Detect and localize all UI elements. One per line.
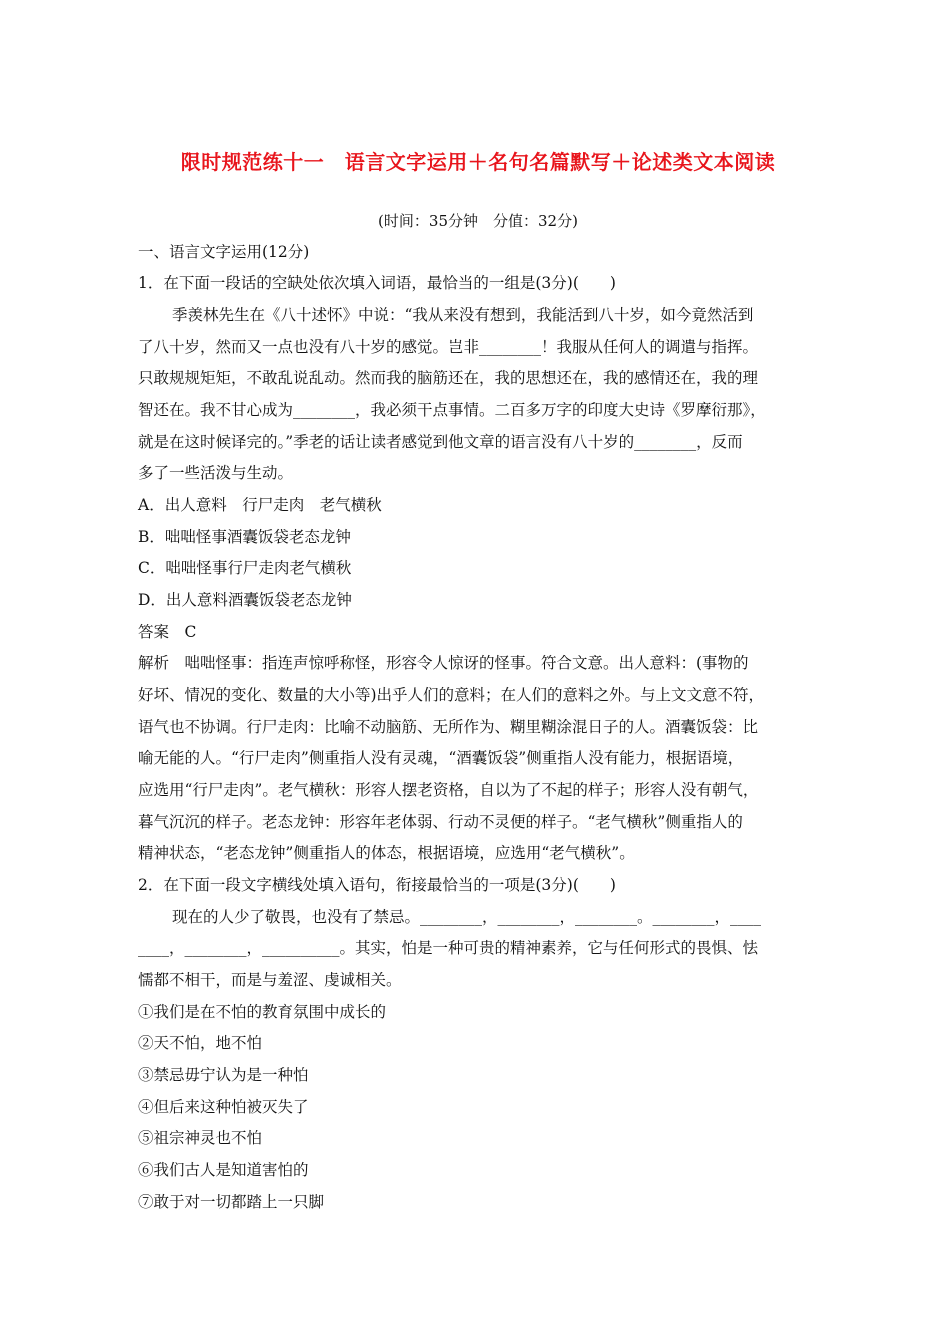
q1-option-c: C．咄咄怪事行尸走肉老气横秋: [138, 559, 352, 577]
q1-option-a: A．出人意料 行尸走肉 老气横秋: [138, 496, 382, 514]
q1-analysis-line: 应选用“行尸走肉”。老气横秋：形容人摆老资格，自以为了不起的样子；形容人没有朝气，: [138, 781, 759, 799]
q2-passage-line: 现在的人少了敬畏，也没有了禁忌。________，________，________。________，____: [172, 908, 762, 926]
q1-analysis-line: 暮气沉沉的样子。老态龙钟：形容年老体弱、行动不灵便的样子。“老气横秋”侧重指人的: [138, 813, 743, 831]
q2-item-3: ③禁忌毋宁认为是一种怕: [138, 1066, 309, 1084]
q1-analysis-line: 喻无能的人。“行尸走肉”侧重指人没有灵魂，“酒囊饭袋”侧重指人没有能力，根据语境，: [138, 749, 744, 767]
q1-passage-line: 智还在。我不甘心成为________，我必须干点事情。二百多万字的印度大史诗《罗摩衍那》，: [138, 401, 766, 419]
q1-analysis-line: 语气也不协调。行尸走肉：比喻不动脑筋、无所作为、糊里糊涂混日子的人。酒囊饭袋：比: [138, 718, 759, 736]
q1-option-b: B．咄咄怪事酒囊饭袋老态龙钟: [138, 528, 351, 546]
q1-analysis-line: 解析 咄咄怪事：指连声惊呼称怪，形容令人惊讶的怪事。符合文意。出人意料：(事物的: [138, 654, 749, 672]
q2-item-6: ⑥我们古人是知道害怕的: [138, 1161, 309, 1179]
q1-passage-line: 季羡林先生在《八十述怀》中说：“我从来没有想到，我能活到八十岁，如今竟然活到: [172, 306, 754, 324]
q1-analysis-line: 好坏、情况的变化、数量的大小等)出乎人们的意料；在人们的意料之外。与上文文意不符，: [138, 686, 765, 704]
q2-item-1: ①我们是在不怕的教育氛围中成长的: [138, 1003, 387, 1021]
q2-item-7: ⑦敢于对一切都踏上一只脚: [138, 1193, 325, 1211]
doc-title: 限时规范练十一 语言文字运用＋名句名篇默写＋论述类文本阅读: [180, 150, 776, 174]
q1-passage-line: 了八十岁，然而又一点也没有八十岁的感觉。岂非________！我服从任何人的调遣与指挥。: [138, 338, 759, 356]
q1-answer: 答案 C: [138, 623, 197, 641]
q2-item-2: ②天不怕，地不怕: [138, 1034, 263, 1052]
q1-analysis-line: 精神状态，“老态龙钟”侧重指人的体态，根据语境，应选用“老气横秋”。: [138, 844, 635, 862]
q2-item-4: ④但后来这种怕被灭失了: [138, 1098, 309, 1116]
q2-passage-line: 懦都不相干，而是与羞涩、虔诚相关。: [138, 971, 402, 989]
q1-passage-line: 只敢规规矩矩，不敢乱说乱动。然而我的脑筋还在，我的思想还在，我的感情还在，我的理: [138, 369, 759, 387]
q1-option-d: D．出人意料酒囊饭袋老态龙钟: [138, 591, 352, 609]
time-score-info: (时间：35分钟 分值：32分): [378, 212, 578, 230]
q2-passage-line: ____，________，__________。其实，怕是一种可贵的精神素养，它与任何形式的畏惧、怯: [138, 939, 759, 957]
q1-passage-line: 就是在这时候译完的。”季老的话让读者感觉到他文章的语言没有八十岁的________，反而: [138, 433, 743, 451]
section-heading: 一、语言文字运用(12分): [138, 243, 310, 261]
q1-stem: 1．在下面一段话的空缺处依次填入词语，最恰当的一组是(3分)( ): [138, 274, 616, 292]
q2-item-5: ⑤祖宗神灵也不怕: [138, 1129, 263, 1147]
q2-stem: 2．在下面一段文字横线处填入语句，衔接最恰当的一项是(3分)( ): [138, 876, 616, 894]
q1-passage-line: 多了一些活泼与生动。: [138, 464, 294, 482]
